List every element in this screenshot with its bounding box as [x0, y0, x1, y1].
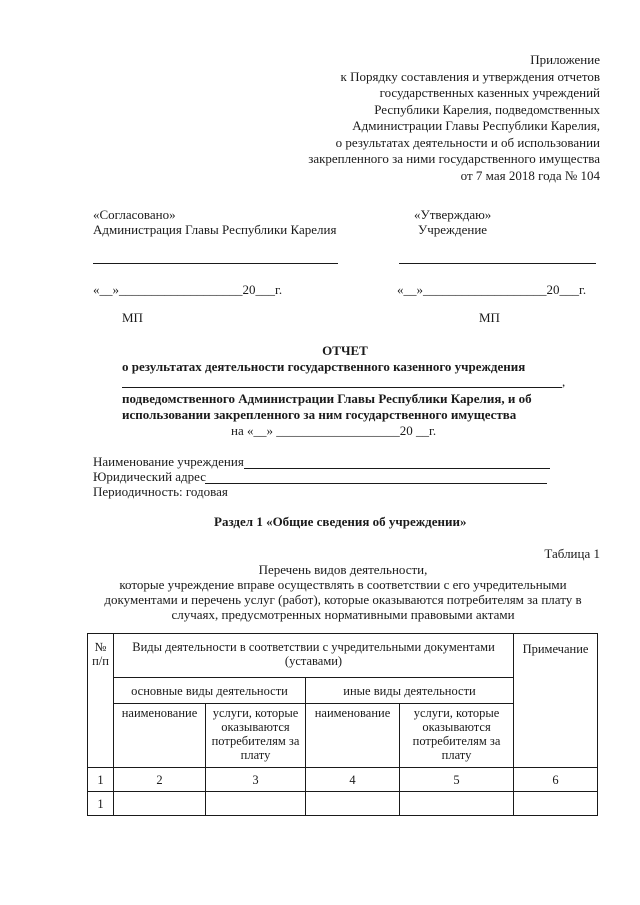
agreed-signature-line — [93, 263, 338, 264]
header-other-paid-services: услуги, которые оказываются потребителям за плату — [400, 704, 514, 768]
appendix-line: к Порядку составления и утверждения отчетов — [340, 68, 600, 84]
column-number: 2 — [114, 768, 206, 792]
comma: , — [562, 374, 566, 389]
appendix-block — [308, 52, 600, 184]
column-number: 3 — [206, 768, 306, 792]
header-other-name: наименование — [306, 704, 400, 768]
column-number: 4 — [306, 768, 400, 792]
appendix-line: о результатах деятельности и об использовании — [335, 134, 600, 150]
header-number: № п/п — [88, 634, 114, 768]
header-activities: Виды деятельности в соответствии с учредительными документами (уставами) — [114, 634, 514, 678]
agreed-title: «Согласовано» — [93, 207, 176, 222]
appendix-line: Администрации Главы Республики Карелия, — [352, 118, 600, 133]
table-caption-line: которые учреждение вправе осуществлять в соответствии с его учредительными — [119, 577, 567, 592]
approve-signature-line — [399, 263, 596, 264]
legal-address-label: Юридический адрес — [93, 469, 207, 484]
header-other-types: иные виды деятельности — [306, 678, 514, 704]
table-row-number: 1 — [88, 792, 114, 816]
institution-name-field-line — [244, 468, 550, 469]
header-main-name: наименование — [114, 704, 206, 768]
table-label: Таблица 1 — [544, 546, 600, 561]
report-date-line: на «__» ___________________20 __г. — [231, 423, 437, 438]
table-cell — [114, 792, 206, 816]
table-caption-line: документами и перечень услуг (работ), которые оказываются потребителям за плату в — [104, 592, 582, 607]
appendix-line: Приложение — [530, 52, 600, 67]
report-subtitle-2: подведомственного Администрации Главы Республики Карелия, и об — [122, 391, 532, 406]
approve-stamp: МП — [479, 310, 500, 325]
institution-name-label: Наименование учреждения — [93, 454, 244, 469]
table-cell — [306, 792, 400, 816]
column-number: 5 — [400, 768, 514, 792]
appendix-line: Республики Карелия, подведомственных — [374, 101, 600, 117]
column-number: 6 — [514, 768, 598, 792]
institution-name-line — [122, 387, 562, 388]
appendix-line: государственных казенных учреждений — [379, 85, 600, 100]
report-subtitle-3: использовании закрепленного за ним государственного имущества — [122, 407, 517, 422]
table-caption-line: Перечень видов деятельности, — [258, 562, 428, 577]
header-main-paid-services: услуги, которые оказываются потребителям за плату — [206, 704, 306, 768]
header-note: Примечание — [514, 634, 598, 768]
report-title: ОТЧЕТ — [322, 343, 368, 358]
section-title: Раздел 1 «Общие сведения об учреждении» — [214, 514, 467, 529]
agreed-org: Администрация Главы Республики Карелия — [93, 222, 337, 237]
appendix-line: от 7 мая 2018 года № 104 — [460, 167, 600, 183]
approve-title: «Утверждаю» — [414, 207, 492, 222]
agreed-stamp: МП — [122, 310, 143, 325]
table-cell — [514, 792, 598, 816]
activities-table — [87, 633, 598, 816]
appendix-line: закрепленного за ними государственного имущества — [308, 151, 600, 166]
header-main-types: основные виды деятельности — [114, 678, 306, 704]
column-number: 1 — [88, 768, 114, 792]
approve-org: Учреждение — [418, 222, 488, 237]
periodicity: Периодичность: годовая — [93, 484, 228, 499]
table-cell — [206, 792, 306, 816]
agreed-date-line: «__»___________________20___г. — [93, 282, 283, 297]
table-cell — [400, 792, 514, 816]
report-subtitle: о результатах деятельности государственного казенного учреждения — [122, 359, 526, 374]
table-caption-line: случаях, предусмотренных нормативными правовыми актами — [171, 607, 515, 622]
approve-date-line: «__»___________________20___г. — [397, 282, 587, 297]
legal-address-field-line — [205, 483, 547, 484]
